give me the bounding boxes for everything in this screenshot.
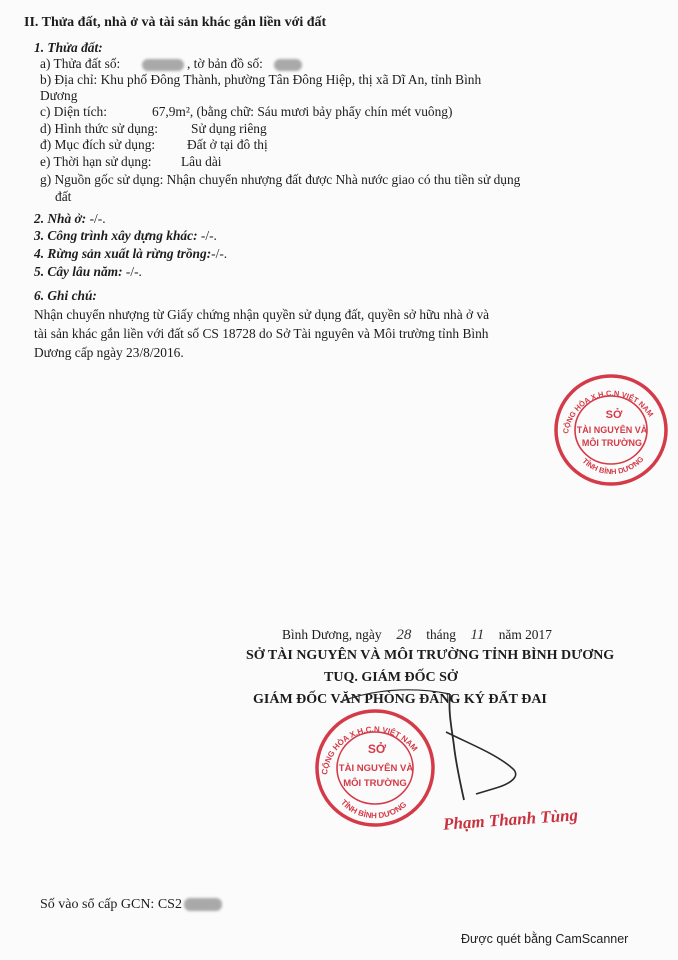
official-seal-top bbox=[552, 372, 670, 488]
land-b-line2: Dương bbox=[40, 88, 78, 103]
seal-top-text: CỘNG HÒA X.H.C.N VIỆT NAM bbox=[561, 388, 656, 435]
seal-line3: MÔI TRƯỜNG bbox=[581, 438, 643, 448]
section-title: II. Thửa đất, nhà ở và tài sản khác gắn liền với đất bbox=[24, 15, 327, 30]
seal-line2: TÀI NGUYÊN VÀ bbox=[576, 425, 648, 435]
seal2-line2: TÀI NGUYÊN VÀ bbox=[338, 763, 414, 774]
land-g-line2: đất bbox=[55, 189, 72, 204]
notes-heading: 6. Ghi chú: bbox=[34, 288, 97, 303]
house-row bbox=[34, 211, 106, 227]
signer-name: Phạm Thanh Tùng bbox=[442, 805, 579, 834]
redacted-parcel-number bbox=[142, 59, 184, 71]
camscanner-watermark: Được quét bằng CamScanner bbox=[461, 932, 629, 946]
gcn-row bbox=[40, 897, 222, 913]
land-b-line1: b) Địa chỉ: Khu phố Đông Thành, phường Tân Đông Hiệp, thị xã Dĩ An, tỉnh Bình bbox=[40, 72, 482, 87]
notes-line1: Nhận chuyển nhượng từ Giấy chứng nhận quyền sử dụng đất, quyền sở hữu nhà ở và bbox=[34, 307, 490, 322]
notes-line3: Dương cấp ngày 23/8/2016. bbox=[34, 345, 184, 360]
land-e-label: e) Thời hạn sử dụng: bbox=[40, 154, 152, 169]
official-seal-bottom bbox=[313, 707, 437, 829]
seal2-line1: SỞ bbox=[367, 742, 387, 756]
date-month-label: tháng bbox=[426, 627, 456, 642]
date-line bbox=[282, 627, 552, 643]
land-d-label: d) Hình thức sử dụng: bbox=[40, 121, 158, 136]
seal-bottom-text: TỈNH BÌNH DƯƠNG bbox=[580, 454, 646, 477]
construction-row bbox=[34, 228, 217, 244]
land-g-line1: g) Nguồn gốc sử dụng: Nhận chuyển nhượng đất được Nhà nước giao có thu tiền sử dụng bbox=[40, 172, 521, 187]
redacted-gcn-number bbox=[184, 898, 222, 911]
land-d-value: Sử dụng riêng bbox=[191, 121, 267, 136]
seal2-line3: MÔI TRƯỜNG bbox=[343, 778, 407, 789]
land-a-label: a) Thửa đất số: bbox=[40, 56, 121, 71]
signature-title: GIÁM ĐỐC VĂN PHÒNG ĐĂNG KÝ ĐẤT ĐAI bbox=[253, 692, 547, 707]
svg-text:TỈNH BÌNH DƯƠNG bbox=[339, 798, 408, 820]
seal-line1: SỞ bbox=[605, 409, 623, 421]
seal2-bottom-text: TỈNH BÌNH DƯƠNG bbox=[339, 797, 409, 821]
date-month: 11 bbox=[470, 627, 485, 643]
date-day: 28 bbox=[396, 627, 412, 643]
date-prefix: Bình Dương, ngày bbox=[282, 627, 382, 642]
date-year: năm 2017 bbox=[498, 627, 552, 642]
seal2-top-text: CỘNG HÒA X.H.C.N VIỆT NAM bbox=[319, 724, 420, 776]
construction-label: 3. Công trình xây dựng khác: bbox=[34, 228, 198, 243]
land-dd-label: đ) Mục đích sử dụng: bbox=[40, 137, 156, 152]
land-a-map-label: , tờ bản đồ số: bbox=[186, 56, 263, 71]
trees-value: -/-. bbox=[125, 264, 142, 279]
land-c-value: 67,9m², (bằng chữ: Sáu mươi bảy phẩy chín mét vuông) bbox=[152, 104, 453, 119]
signature-tuq: TUQ. GIÁM ĐỐC SỞ bbox=[324, 670, 458, 685]
land-e-value: Lâu dài bbox=[181, 154, 222, 169]
forest-label: 4. Rừng sản xuất là rừng trồng: bbox=[34, 246, 212, 261]
land-dd-value: Đất ở tại đô thị bbox=[187, 137, 268, 152]
forest-value: -/-. bbox=[211, 246, 228, 261]
trees-label: 5. Cây lâu năm: bbox=[34, 264, 123, 279]
signature-agency: SỞ TÀI NGUYÊN VÀ MÔI TRƯỜNG TỈNH BÌNH DƯƠNG bbox=[246, 648, 615, 663]
land-a-row bbox=[40, 56, 302, 72]
forest-row bbox=[34, 246, 227, 262]
land-c-label: c) Diện tích: bbox=[40, 104, 107, 119]
house-value: -/-. bbox=[89, 211, 106, 226]
redacted-map-number bbox=[274, 59, 302, 71]
house-label: 2. Nhà ở: bbox=[34, 211, 87, 226]
construction-value: -/-. bbox=[200, 228, 217, 243]
trees-row bbox=[34, 264, 142, 280]
notes-line2: tài sản khác gắn liền với đất số CS 18728 do Sở Tài nguyên và Môi trường tỉnh Bình bbox=[34, 326, 489, 341]
gcn-prefix: CS2 bbox=[157, 897, 182, 912]
gcn-label: Số vào sổ cấp GCN: bbox=[40, 897, 155, 912]
land-heading: 1. Thửa đất: bbox=[34, 40, 103, 55]
